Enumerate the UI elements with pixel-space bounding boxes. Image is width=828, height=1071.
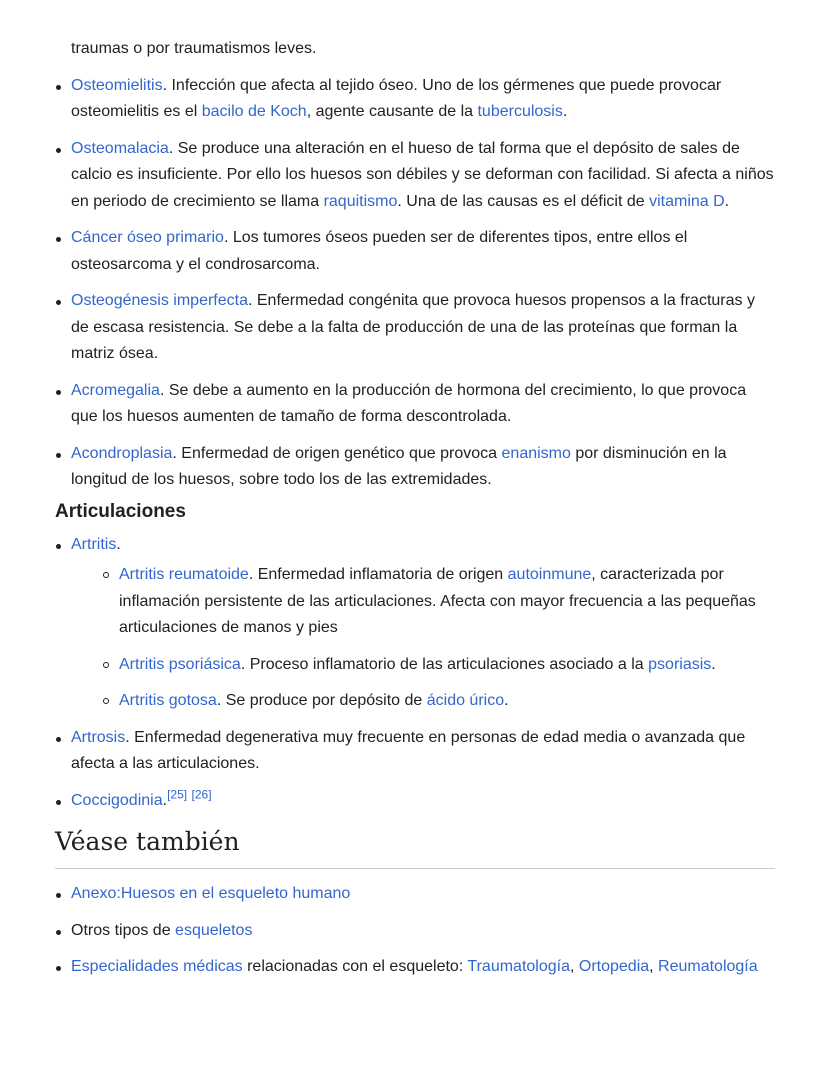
item-text: . Enfermedad inflamatoria de origen xyxy=(248,566,508,583)
link-ortopedia[interactable]: Ortopedia xyxy=(578,958,650,975)
list-item xyxy=(55,918,775,945)
reference-superscript xyxy=(192,787,212,801)
item-text: relacionadas con el esqueleto: xyxy=(242,958,468,975)
link-traumatologia[interactable]: Traumatología xyxy=(467,958,570,975)
item-text: . Enfermedad congénita que provoca huesos propensos a la fracturas y de escasa resistencia. Se debe a la falta de producción de una de las proteínas que forman la matriz ósea. xyxy=(71,292,755,362)
item-text: . xyxy=(724,192,730,210)
item-text: , xyxy=(649,958,659,975)
sub-list-item xyxy=(103,688,775,715)
list-item xyxy=(55,441,775,494)
link-cancer-oseo-primario[interactable]: Cáncer óseo primario xyxy=(71,229,224,246)
item-text: . Infección que afecta al tejido óseo. Uno de los gérmenes que puede provocar osteomielitis es el xyxy=(71,76,722,120)
item-text: Otros tipos de xyxy=(71,921,176,939)
link-bacilo-de-koch[interactable]: bacilo de Koch xyxy=(201,103,307,120)
list-item xyxy=(55,73,775,126)
section-heading-vease-tambien: Véase también xyxy=(55,824,775,869)
link-osteogenesis-imperfecta[interactable]: Osteogénesis imperfecta xyxy=(71,292,248,309)
list-item xyxy=(55,288,775,368)
link-artrosis[interactable]: Artrosis xyxy=(71,728,126,746)
link-psoriasis[interactable]: psoriasis xyxy=(648,655,712,673)
item-text: . xyxy=(162,791,168,809)
link-acondroplasia[interactable]: Acondroplasia xyxy=(71,444,173,462)
item-text: , xyxy=(569,958,579,975)
link-osteomalacia[interactable]: Osteomalacia xyxy=(71,139,169,157)
item-text: . Se produce por depósito de xyxy=(216,692,427,709)
item-text: . Enfermedad degenerativa muy frecuente en personas de edad media o avanzada que afecta a las articulaciones. xyxy=(71,728,746,772)
item-text: por disminución en la longitud de los huesos, sobre todo los de las extremidades. xyxy=(71,444,727,488)
link-artritis[interactable]: Artritis xyxy=(71,535,117,553)
continued-paragraph: traumas o por traumatismos leves. xyxy=(71,40,317,57)
item-text: . Los tumores óseos pueden ser de diferentes tipos, entre ellos el osteosarcoma y el condrosarcoma. xyxy=(71,229,688,273)
item-text: . Una de las causas es el déficit de xyxy=(397,192,650,210)
list-item xyxy=(55,881,775,908)
item-text: . xyxy=(504,692,509,709)
sub-list-item xyxy=(103,562,775,642)
link-raquitismo[interactable]: raquitismo xyxy=(323,192,398,210)
item-text: . Se debe a aumento en la producción de hormona del crecimiento, lo que provoca que los huesos aumenten de tamaño de forma descontrolada. xyxy=(71,381,747,425)
list-item xyxy=(55,225,775,278)
item-text: . Se produce una alteración en el hueso de tal forma que el depósito de sales de calcio es insuficiente. Por ello los huesos son débiles y se deforman con facilidad. Si afecta a niños en periodo de crecimiento se llama xyxy=(71,139,774,210)
item-text: . xyxy=(711,655,716,673)
reference-link[interactable]: [25] xyxy=(167,787,188,802)
list-item xyxy=(55,532,775,715)
link-reumatologia[interactable]: Reumatología xyxy=(658,958,758,975)
joint-diseases-list xyxy=(55,532,775,815)
list-item xyxy=(55,136,775,216)
item-text: , caracterizada por inflamación persistente de las articulaciones. Afecta con mayor frecuencia a las pequeñas articulaciones de manos y pies xyxy=(119,566,756,636)
list-item xyxy=(55,954,775,981)
see-also-list xyxy=(55,881,775,981)
link-vitamina-d[interactable]: vitamina D xyxy=(649,192,725,210)
item-text: . Enfermedad de origen genético que provoca xyxy=(172,444,502,462)
link-coccigodinia[interactable]: Coccigodinia xyxy=(71,791,163,809)
link-anexo-huesos-en-el-esqueleto-humano[interactable]: Anexo:Huesos en el esqueleto humano xyxy=(71,885,351,902)
item-text: . Proceso inflamatorio de las articulaciones asociado a la xyxy=(240,655,649,673)
link-artritis-psoriasica[interactable]: Artritis psoriásica xyxy=(119,655,241,673)
link-artritis-gotosa[interactable]: Artritis gotosa xyxy=(119,692,217,709)
list-item xyxy=(55,788,775,815)
item-text: . xyxy=(562,103,568,120)
sub-list xyxy=(71,562,775,715)
bone-diseases-list xyxy=(55,73,775,494)
link-especialidades-medicas[interactable]: Especialidades médicas xyxy=(71,958,243,975)
link-tuberculosis[interactable]: tuberculosis xyxy=(477,103,563,120)
reference-link[interactable]: [26] xyxy=(191,787,212,802)
section-heading-articulaciones: Articulaciones xyxy=(55,500,186,522)
link-artritis-reumatoide[interactable]: Artritis reumatoide xyxy=(119,566,249,583)
link-osteomielitis[interactable]: Osteomielitis xyxy=(71,76,163,94)
list-item xyxy=(55,725,775,778)
item-text: . xyxy=(116,535,121,553)
sub-list-item xyxy=(103,652,775,679)
link-esqueletos[interactable]: esqueletos xyxy=(175,921,253,939)
article-content xyxy=(55,36,775,991)
link-enanismo[interactable]: enanismo xyxy=(501,444,571,462)
item-text: , agente causante de la xyxy=(306,103,478,120)
list-item xyxy=(55,378,775,431)
reference-superscript xyxy=(167,787,187,801)
link-acido-urico[interactable]: ácido úrico xyxy=(426,692,505,709)
link-acromegalia[interactable]: Acromegalia xyxy=(71,381,160,399)
link-autoinmune[interactable]: autoinmune xyxy=(507,566,592,583)
